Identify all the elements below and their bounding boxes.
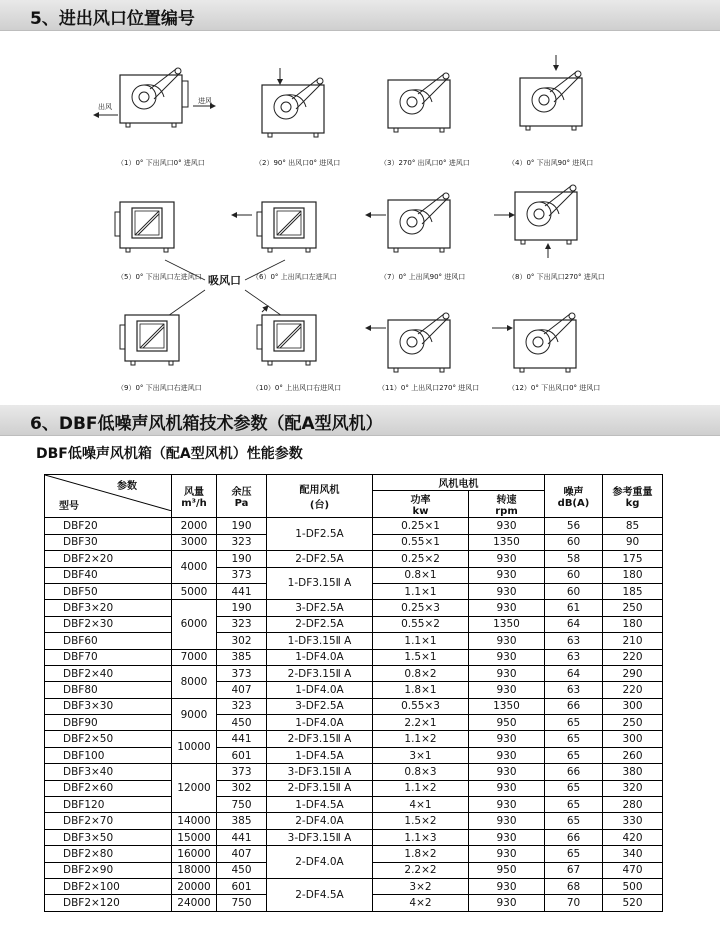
cell-power: 1.1×1 bbox=[373, 633, 469, 649]
cell-fan: 1-DF3.15Ⅱ A bbox=[267, 567, 373, 600]
cell-power: 0.55×3 bbox=[373, 698, 469, 714]
diagram-12 bbox=[514, 313, 576, 372]
cell-flow: 9000 bbox=[172, 698, 217, 731]
cell-model: DBF3×40 bbox=[45, 764, 172, 780]
cell-noise: 56 bbox=[545, 518, 603, 534]
cell-pressure: 385 bbox=[217, 813, 267, 829]
header-flow: 风量 m³/h bbox=[172, 475, 217, 518]
cell-noise: 68 bbox=[545, 878, 603, 894]
cell-noise: 65 bbox=[545, 797, 603, 813]
diagram-6 bbox=[257, 202, 316, 252]
cell-pressure: 441 bbox=[217, 731, 267, 747]
cell-model: DBF30 bbox=[45, 534, 172, 550]
cell-fan: 2-DF2.5A bbox=[267, 616, 373, 632]
cell-fan: 1-DF4.0A bbox=[267, 715, 373, 731]
caption-8: （8）0° 下出风口270° 进风口 bbox=[508, 273, 605, 281]
cell-speed: 1350 bbox=[469, 698, 545, 714]
cell-power: 4×2 bbox=[373, 895, 469, 911]
cell-model: DBF90 bbox=[45, 715, 172, 731]
cell-speed: 930 bbox=[469, 518, 545, 534]
header-model: 型号 bbox=[59, 501, 79, 512]
cell-power: 0.25×3 bbox=[373, 600, 469, 616]
cell-model: DBF100 bbox=[45, 747, 172, 763]
header-noise: 噪声 dB(A) bbox=[545, 475, 603, 518]
table-row bbox=[45, 665, 663, 681]
cell-pressure: 441 bbox=[217, 829, 267, 845]
cell-power: 1.1×3 bbox=[373, 829, 469, 845]
cell-model: DBF2×90 bbox=[45, 862, 172, 878]
performance-table bbox=[44, 474, 663, 912]
diagram-1 bbox=[120, 68, 188, 127]
table-row bbox=[45, 567, 663, 583]
caption-6: （6）0° 上出风口左进风口 bbox=[252, 273, 337, 281]
cell-model: DBF40 bbox=[45, 567, 172, 583]
cell-power: 2.2×1 bbox=[373, 715, 469, 731]
cell-fan: 3-DF3.15Ⅱ A bbox=[267, 829, 373, 845]
caption-1: （1）0° 下出风口0° 进风口 bbox=[117, 159, 205, 167]
table-row bbox=[45, 600, 663, 616]
cell-flow: 6000 bbox=[172, 600, 217, 649]
cell-fan: 1-DF4.5A bbox=[267, 747, 373, 763]
cell-power: 3×2 bbox=[373, 878, 469, 894]
cell-speed: 930 bbox=[469, 600, 545, 616]
table-row bbox=[45, 878, 663, 894]
cell-weight: 250 bbox=[603, 715, 663, 731]
table-row bbox=[45, 747, 663, 763]
cell-model: DBF20 bbox=[45, 518, 172, 534]
cell-pressure: 601 bbox=[217, 747, 267, 763]
cell-pressure: 601 bbox=[217, 878, 267, 894]
cell-speed: 930 bbox=[469, 649, 545, 665]
table-body bbox=[45, 518, 663, 911]
caption-9: （9）0° 下出风口右进风口 bbox=[117, 384, 202, 392]
cell-speed: 930 bbox=[469, 583, 545, 599]
cell-flow: 7000 bbox=[172, 649, 217, 665]
cell-weight: 420 bbox=[603, 829, 663, 845]
cell-pressure: 441 bbox=[217, 583, 267, 599]
cell-pressure: 190 bbox=[217, 600, 267, 616]
caption-10: （10）0° 上出风口右进风口 bbox=[252, 384, 342, 392]
cell-weight: 330 bbox=[603, 813, 663, 829]
table-row bbox=[45, 649, 663, 665]
cell-pressure: 450 bbox=[217, 862, 267, 878]
cell-noise: 66 bbox=[545, 764, 603, 780]
cell-weight: 320 bbox=[603, 780, 663, 796]
cell-weight: 180 bbox=[603, 616, 663, 632]
cell-pressure: 750 bbox=[217, 797, 267, 813]
table-row bbox=[45, 698, 663, 714]
cell-weight: 250 bbox=[603, 600, 663, 616]
header-speed: 转速 rpm bbox=[469, 491, 545, 518]
cell-model: DBF2×40 bbox=[45, 665, 172, 681]
section-5-header bbox=[0, 0, 720, 31]
cell-model: DBF70 bbox=[45, 649, 172, 665]
cell-noise: 60 bbox=[545, 567, 603, 583]
section-6-title: 6、DBF低噪声风机箱技术参数（配A型风机） bbox=[30, 414, 383, 434]
cell-speed: 930 bbox=[469, 633, 545, 649]
cell-model: DBF2×70 bbox=[45, 813, 172, 829]
cell-noise: 67 bbox=[545, 862, 603, 878]
caption-3: （3）270° 出风口0° 进风口 bbox=[380, 159, 470, 167]
cell-power: 0.8×1 bbox=[373, 567, 469, 583]
cell-flow: 18000 bbox=[172, 862, 217, 878]
diagram-9 bbox=[120, 315, 179, 365]
cell-weight: 210 bbox=[603, 633, 663, 649]
cell-noise: 65 bbox=[545, 780, 603, 796]
cell-speed: 1350 bbox=[469, 534, 545, 550]
diagram-10 bbox=[257, 315, 316, 365]
cell-fan: 1-DF4.0A bbox=[267, 649, 373, 665]
header-motor: 风机电机 bbox=[373, 475, 545, 491]
cell-model: DBF2×50 bbox=[45, 731, 172, 747]
table-row bbox=[45, 813, 663, 829]
cell-power: 1.8×1 bbox=[373, 682, 469, 698]
cell-model: DBF2×120 bbox=[45, 895, 172, 911]
cell-speed: 930 bbox=[469, 551, 545, 567]
cell-pressure: 407 bbox=[217, 846, 267, 862]
cell-speed: 1350 bbox=[469, 616, 545, 632]
cell-weight: 220 bbox=[603, 682, 663, 698]
cell-speed: 930 bbox=[469, 878, 545, 894]
cell-speed: 930 bbox=[469, 747, 545, 763]
cell-flow: 4000 bbox=[172, 551, 217, 584]
cell-power: 0.25×2 bbox=[373, 551, 469, 567]
cell-weight: 290 bbox=[603, 665, 663, 681]
cell-model: DBF3×20 bbox=[45, 600, 172, 616]
caption-4: （4）0° 下出风90° 进风口 bbox=[508, 159, 594, 167]
in-air-label: 进风 bbox=[198, 97, 212, 105]
cell-noise: 65 bbox=[545, 715, 603, 731]
cell-weight: 180 bbox=[603, 567, 663, 583]
cell-weight: 520 bbox=[603, 895, 663, 911]
cell-speed: 930 bbox=[469, 665, 545, 681]
cell-speed: 930 bbox=[469, 780, 545, 796]
table-row bbox=[45, 797, 663, 813]
cell-flow: 24000 bbox=[172, 895, 217, 911]
cell-model: DBF2×20 bbox=[45, 551, 172, 567]
cell-flow: 15000 bbox=[172, 829, 217, 845]
cell-model: DBF3×50 bbox=[45, 829, 172, 845]
cell-model: DBF2×60 bbox=[45, 780, 172, 796]
cell-speed: 930 bbox=[469, 797, 545, 813]
cell-pressure: 385 bbox=[217, 649, 267, 665]
cell-fan: 3-DF3.15Ⅱ A bbox=[267, 764, 373, 780]
cell-fan: 2-DF3.15Ⅱ A bbox=[267, 780, 373, 796]
section-6-header bbox=[0, 405, 720, 436]
cell-fan: 3-DF2.5A bbox=[267, 600, 373, 616]
cell-fan: 2-DF4.0A bbox=[267, 846, 373, 879]
table-row bbox=[45, 780, 663, 796]
cell-power: 0.25×1 bbox=[373, 518, 469, 534]
caption-5: （5）0° 下出风口左进风口 bbox=[117, 273, 202, 281]
cell-weight: 340 bbox=[603, 846, 663, 862]
cell-model: DBF2×30 bbox=[45, 616, 172, 632]
cell-noise: 61 bbox=[545, 600, 603, 616]
cell-power: 0.8×2 bbox=[373, 665, 469, 681]
cell-pressure: 190 bbox=[217, 518, 267, 534]
cell-pressure: 302 bbox=[217, 633, 267, 649]
cell-power: 1.1×2 bbox=[373, 780, 469, 796]
cell-speed: 930 bbox=[469, 731, 545, 747]
table-row bbox=[45, 764, 663, 780]
cell-weight: 300 bbox=[603, 698, 663, 714]
cell-flow: 16000 bbox=[172, 846, 217, 862]
header-pressure: 余压 Pa bbox=[217, 475, 267, 518]
header-power: 功率 kw bbox=[373, 491, 469, 518]
cell-noise: 66 bbox=[545, 829, 603, 845]
out-air-label: 出风 bbox=[98, 103, 112, 111]
cell-pressure: 323 bbox=[217, 534, 267, 550]
cell-flow: 14000 bbox=[172, 813, 217, 829]
cell-model: DBF120 bbox=[45, 797, 172, 813]
cell-fan: 1-DF3.15Ⅱ A bbox=[267, 633, 373, 649]
cell-power: 1.1×2 bbox=[373, 731, 469, 747]
cell-power: 0.8×3 bbox=[373, 764, 469, 780]
cell-fan: 2-DF3.15Ⅱ A bbox=[267, 665, 373, 681]
cell-pressure: 750 bbox=[217, 895, 267, 911]
diagram-8 bbox=[515, 185, 577, 244]
cell-weight: 470 bbox=[603, 862, 663, 878]
cell-fan: 1-DF4.5A bbox=[267, 797, 373, 813]
caption-11: （11）0° 上出风口270° 进风口 bbox=[378, 384, 480, 392]
cell-power: 1.5×1 bbox=[373, 649, 469, 665]
cell-noise: 65 bbox=[545, 813, 603, 829]
table-row bbox=[45, 829, 663, 845]
cell-noise: 63 bbox=[545, 682, 603, 698]
diagram-2 bbox=[262, 78, 324, 137]
cell-fan: 1-DF2.5A bbox=[267, 518, 373, 551]
cell-power: 1.5×2 bbox=[373, 813, 469, 829]
diagram-11 bbox=[388, 313, 450, 372]
cell-noise: 64 bbox=[545, 616, 603, 632]
cell-fan: 2-DF4.5A bbox=[267, 878, 373, 911]
cell-weight: 90 bbox=[603, 534, 663, 550]
header-weight: 参考重量 kg bbox=[603, 475, 663, 518]
cell-weight: 280 bbox=[603, 797, 663, 813]
caption-7: （7）0° 上出风90° 进风口 bbox=[380, 273, 466, 281]
cell-power: 3×1 bbox=[373, 747, 469, 763]
cell-speed: 930 bbox=[469, 813, 545, 829]
cell-flow: 12000 bbox=[172, 764, 217, 813]
cell-model: DBF2×100 bbox=[45, 878, 172, 894]
header-param-model bbox=[45, 475, 172, 518]
cell-power: 1.1×1 bbox=[373, 583, 469, 599]
cell-model: DBF2×80 bbox=[45, 846, 172, 862]
cell-pressure: 323 bbox=[217, 616, 267, 632]
cell-speed: 930 bbox=[469, 764, 545, 780]
cell-flow: 10000 bbox=[172, 731, 217, 764]
table-row bbox=[45, 715, 663, 731]
cell-pressure: 373 bbox=[217, 764, 267, 780]
cell-speed: 950 bbox=[469, 715, 545, 731]
cell-speed: 930 bbox=[469, 567, 545, 583]
cell-weight: 85 bbox=[603, 518, 663, 534]
cell-weight: 260 bbox=[603, 747, 663, 763]
cell-fan: 1-DF4.0A bbox=[267, 682, 373, 698]
cell-pressure: 373 bbox=[217, 567, 267, 583]
cell-noise: 63 bbox=[545, 649, 603, 665]
cell-fan: 2-DF2.5A bbox=[267, 551, 373, 567]
cell-speed: 930 bbox=[469, 682, 545, 698]
cell-power: 4×1 bbox=[373, 797, 469, 813]
cell-noise: 65 bbox=[545, 731, 603, 747]
cell-noise: 63 bbox=[545, 633, 603, 649]
cell-speed: 930 bbox=[469, 846, 545, 862]
cell-model: DBF3×30 bbox=[45, 698, 172, 714]
cell-fan: 2-DF3.15Ⅱ A bbox=[267, 731, 373, 747]
table-row bbox=[45, 846, 663, 862]
cell-weight: 300 bbox=[603, 731, 663, 747]
diagram-7 bbox=[388, 193, 450, 252]
cell-noise: 60 bbox=[545, 583, 603, 599]
cell-fan: 2-DF4.0A bbox=[267, 813, 373, 829]
cell-noise: 58 bbox=[545, 551, 603, 567]
cell-speed: 930 bbox=[469, 829, 545, 845]
cell-pressure: 450 bbox=[217, 715, 267, 731]
caption-2: （2）90° 出风口0° 进风口 bbox=[255, 159, 341, 167]
cell-pressure: 323 bbox=[217, 698, 267, 714]
cell-weight: 220 bbox=[603, 649, 663, 665]
cell-speed: 950 bbox=[469, 862, 545, 878]
inlet-label: 吸风口 bbox=[208, 274, 241, 287]
cell-flow: 3000 bbox=[172, 534, 217, 550]
cell-power: 2.2×2 bbox=[373, 862, 469, 878]
cell-noise: 66 bbox=[545, 698, 603, 714]
cell-noise: 65 bbox=[545, 846, 603, 862]
table-subtitle: DBF低噪声风机箱（配A型风机）性能参数 bbox=[36, 446, 303, 462]
cell-flow: 20000 bbox=[172, 878, 217, 894]
cell-noise: 64 bbox=[545, 665, 603, 681]
cell-flow: 8000 bbox=[172, 665, 217, 698]
table-row bbox=[45, 518, 663, 534]
cell-fan: 3-DF2.5A bbox=[267, 698, 373, 714]
cell-noise: 70 bbox=[545, 895, 603, 911]
header-param: 参数 bbox=[117, 481, 137, 492]
table-row bbox=[45, 731, 663, 747]
cell-noise: 60 bbox=[545, 534, 603, 550]
cell-weight: 175 bbox=[603, 551, 663, 567]
cell-power: 0.55×2 bbox=[373, 616, 469, 632]
caption-12: （12）0° 下出风口0° 进风口 bbox=[508, 384, 601, 392]
cell-pressure: 190 bbox=[217, 551, 267, 567]
cell-pressure: 373 bbox=[217, 665, 267, 681]
cell-noise: 65 bbox=[545, 747, 603, 763]
diagram-5 bbox=[115, 202, 174, 252]
table-row bbox=[45, 616, 663, 632]
cell-flow: 2000 bbox=[172, 518, 217, 534]
table-row bbox=[45, 633, 663, 649]
cell-weight: 500 bbox=[603, 878, 663, 894]
cell-model: DBF80 bbox=[45, 682, 172, 698]
cell-power: 0.55×1 bbox=[373, 534, 469, 550]
cell-pressure: 407 bbox=[217, 682, 267, 698]
table-row bbox=[45, 682, 663, 698]
cell-model: DBF60 bbox=[45, 633, 172, 649]
cell-weight: 380 bbox=[603, 764, 663, 780]
cell-pressure: 302 bbox=[217, 780, 267, 796]
cell-flow: 5000 bbox=[172, 583, 217, 599]
cell-speed: 930 bbox=[469, 895, 545, 911]
section-5-title: 5、进出风口位置编号 bbox=[30, 9, 195, 29]
header-fan: 配用风机 (台) bbox=[267, 475, 373, 518]
cell-power: 1.8×2 bbox=[373, 846, 469, 862]
diagram-4 bbox=[520, 71, 582, 130]
diagram-3 bbox=[388, 73, 450, 132]
table-row bbox=[45, 551, 663, 567]
cell-model: DBF50 bbox=[45, 583, 172, 599]
fan-position-diagrams bbox=[0, 40, 720, 400]
cell-weight: 185 bbox=[603, 583, 663, 599]
